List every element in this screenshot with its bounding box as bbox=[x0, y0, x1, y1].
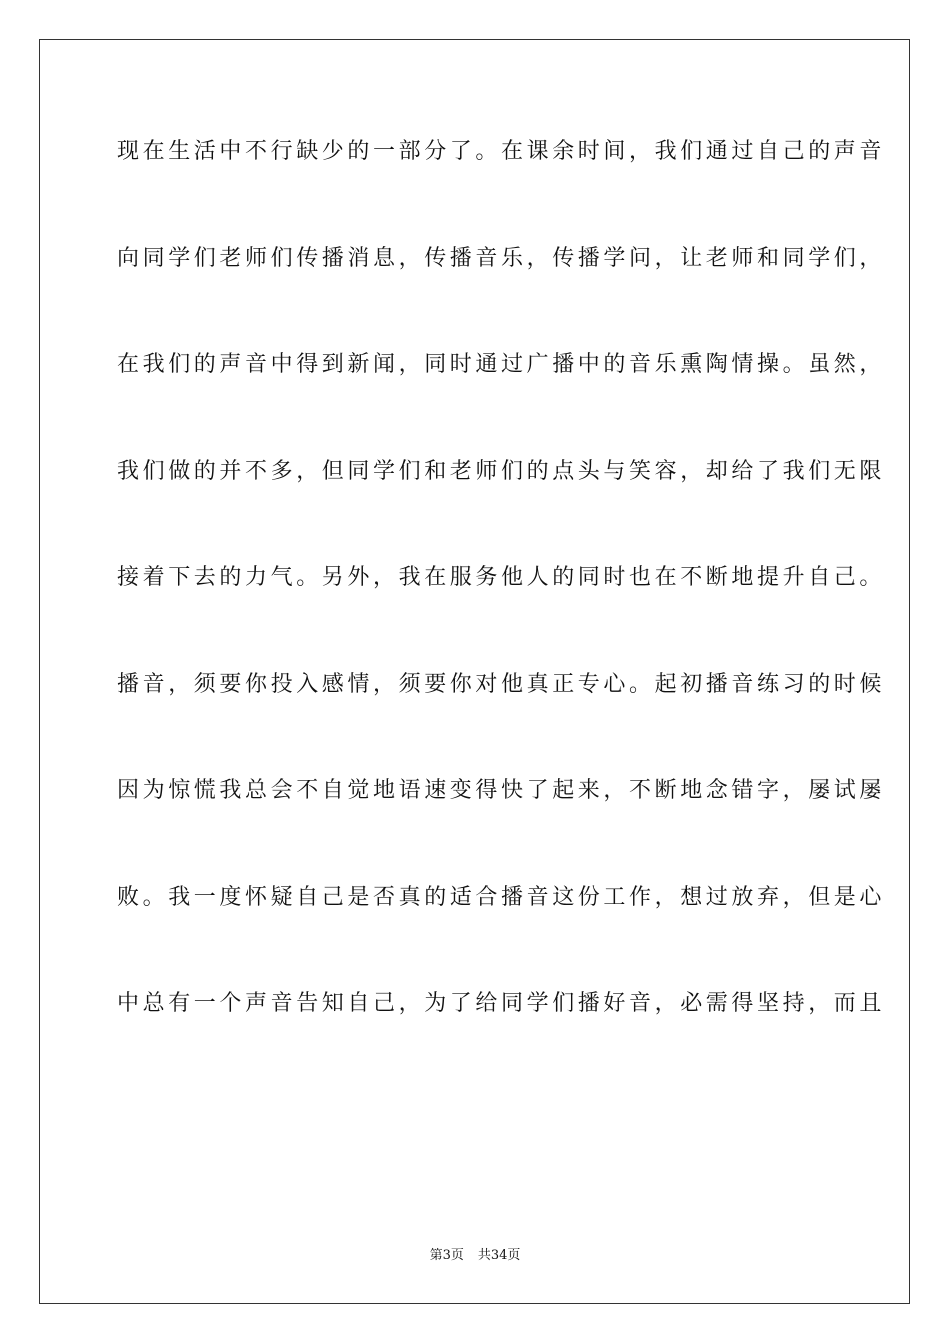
text-line-5: 接着下去的力气。另外，我在服务他人的同时也在不断地提升自己。 bbox=[117, 565, 886, 590]
text-line-9: 中总有一个声音告知自己，为了给同学们播好音，必需得坚持，而且 bbox=[117, 991, 886, 1016]
text-line-1: 现在生活中不行缺少的一部分了。在课余时间，我们通过自己的声音 bbox=[117, 139, 886, 164]
page-number: 第3页 bbox=[429, 1248, 464, 1263]
text-line-3: 在我们的声音中得到新闻，同时通过广播中的音乐熏陶情操。虽然， bbox=[117, 352, 886, 377]
document-body bbox=[117, 124, 886, 1083]
text-line-4: 我们做的并不多，但同学们和老师们的点头与笑容，却给了我们无限 bbox=[117, 458, 886, 484]
text-line-2: 向同学们老师们传播消息，传播音乐，传播学问，让老师和同学们， bbox=[117, 245, 886, 271]
text-line-6: 播音，须要你投入感情，须要你对他真正专心。起初播音练习的时候 bbox=[117, 671, 886, 697]
page-footer bbox=[0, 1246, 950, 1266]
total-pages: 共34页 bbox=[477, 1248, 521, 1263]
text-line-8: 败。我一度怀疑自己是否真的适合播音这份工作，想过放弃，但是心 bbox=[117, 884, 886, 910]
text-line-7: 因为惊慌我总会不自觉地语速变得快了起来，不断地念错字，屡试屡 bbox=[117, 778, 886, 803]
